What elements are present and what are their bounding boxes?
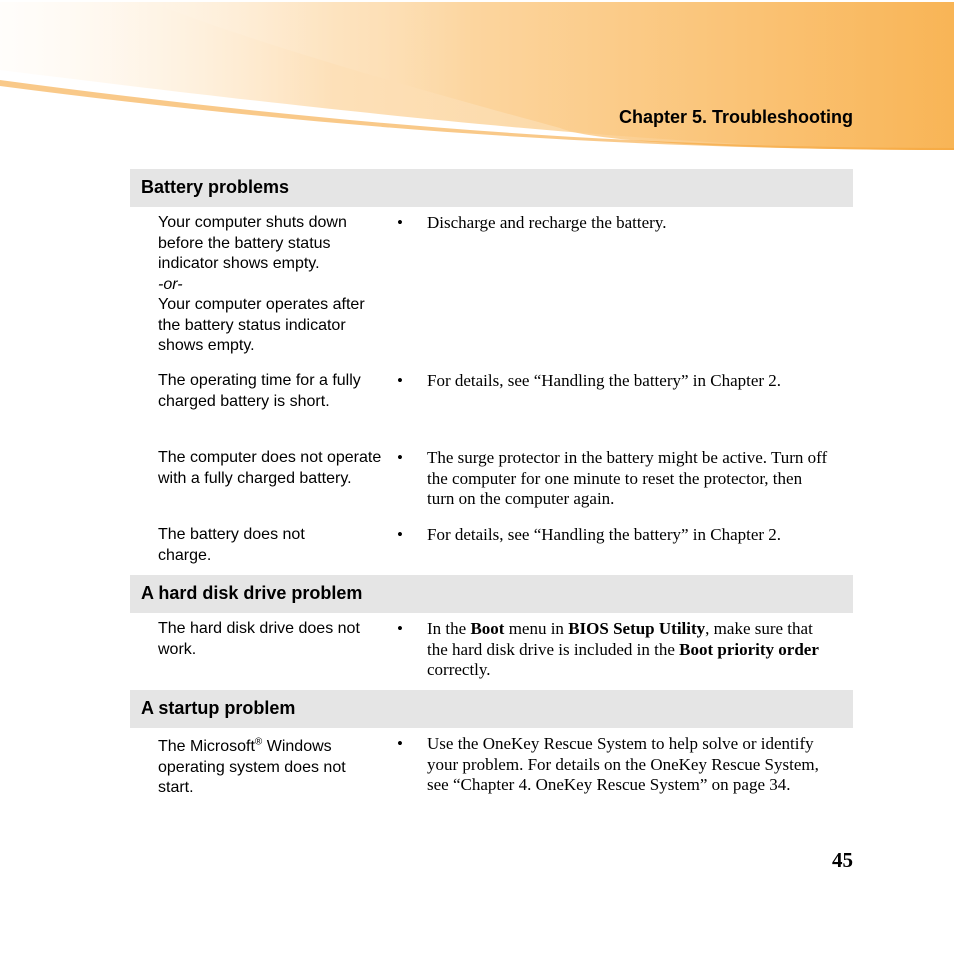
solution-text: Use the OneKey Rescue System to help solve or identify your problem. For details on the OneKey Rescue System, see “Chapter 4. OneKey Rescue System” on page 34. [427,734,819,794]
header-banner [0,0,954,160]
solution-text: For details, see “Handling the battery” in Chapter 2. [427,525,782,544]
bullet-icon: • [397,619,403,638]
problem-text: The operating time for a fully charged battery is short. [158,372,361,410]
bullet-icon: • [397,734,403,753]
solution-text: In the Boot menu in BIOS Setup Utility, make sure that the hard disk drive is included in the Boot priority order correctly. [427,619,819,679]
problem-text: Your computer shuts down before the battery status indicator shows empty. -or- Your computer operates after the battery status indicator shows empty. [158,213,383,357]
bullet-icon: • [397,448,403,467]
page-number: 45 [832,848,853,872]
problem-text: The computer does not operate with a fully charged battery. [158,449,382,487]
or-separator: -or- [158,275,183,293]
section-header-startup [130,690,853,728]
bullet-icon: • [397,371,403,390]
section-title: A startup problem [141,698,296,718]
section-title: A hard disk drive problem [141,583,363,603]
bullet-icon: • [397,213,403,232]
section-header-hdd [130,575,853,613]
solution-text: The surge protector in the battery might be active. Turn off the computer for one minute to reset the protector, then turn on the computer again. [427,448,828,508]
problem-text: The hard disk drive does not work. [158,620,360,658]
problem-text: The battery does not charge. [158,526,305,564]
section-header-battery [130,169,853,207]
bullet-icon: • [397,525,403,544]
solution-text: Discharge and recharge the battery. [427,213,667,232]
section-title: Battery problems [141,177,290,197]
problem-text: The Microsoft® Windows operating system does not start. [158,736,346,796]
solution-text: For details, see “Handling the battery” in Chapter 2. [427,371,782,390]
chapter-title: Chapter 5. Troubleshooting [618,107,853,127]
